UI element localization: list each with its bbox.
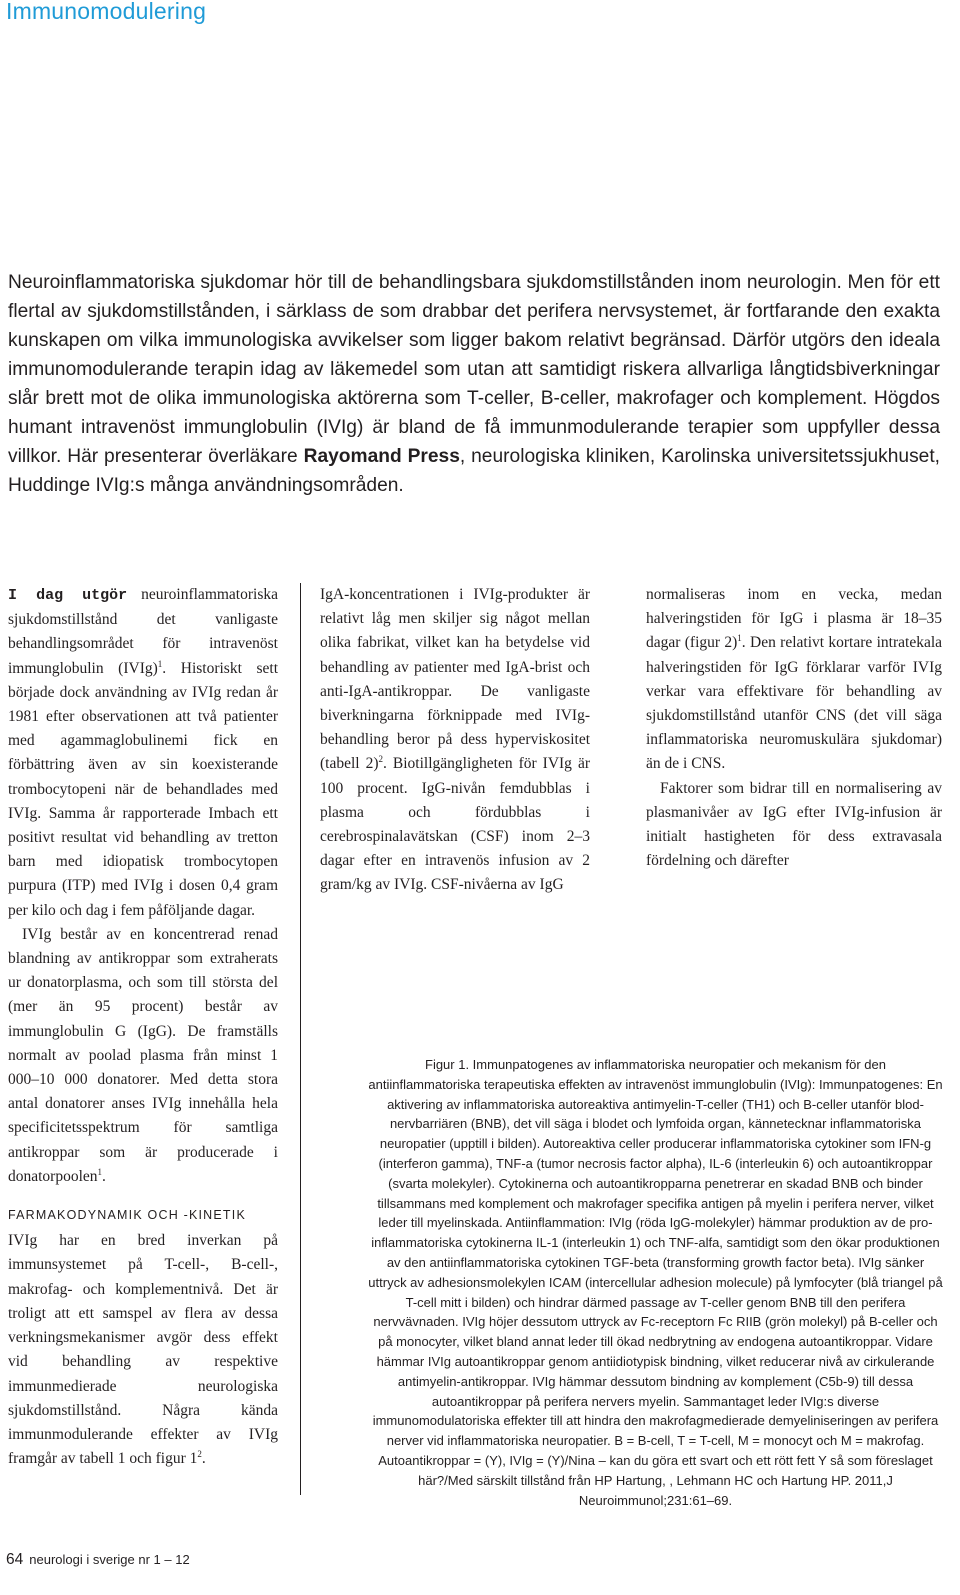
paragraph-text: . xyxy=(102,1167,106,1185)
column3-paragraph-1 xyxy=(646,583,942,777)
paragraph-text: neuroinflammatoriska sjukdomstillstånd det vanligaste behandlingsområdet för intravenöst immunglobulin (IVIg) xyxy=(8,586,278,677)
lead-text: Neuroinflammatoriska sjukdomar hör till de behandlingsbara sjukdomstillstånden inom neurologin. Men för ett flertal av sjukdomstillstånden, i särklass de som drabbar det perifera nervsystemet, är fortfarande den exakta kunskapen om vilka immunologiska avvikelser som ligger bakom relativt begränsad. Därför utgörs den ideala immunomodulerande terapin idag av läkemedel som utan att samtidigt riskera allvarliga långtidsbiverkningar slår brett mot de olika immunologiska aktörerna som T-celler, B-celler, makrofager och komplement. Högdos humant intravenöst immunglobulin (IVIg) är bland de få immunmodulerande terapier som uppfyller dessa villkor. Här presenterar överläkare xyxy=(8,272,940,467)
article-column-3 xyxy=(646,583,942,873)
lead-paragraph xyxy=(8,268,940,500)
page-number: 64 xyxy=(6,1551,24,1568)
reference-marker: 1 xyxy=(737,633,742,644)
paragraph-text: . Historiskt sett började dock användning av IVIg redan år 1981 efter observationen att två patienter med agammaglobulinemi fick en förbättring även av sin koexisterande trombocytopeni när de behandlades med IVIg. Samma år rapporterade Imbach ett positivt resultat vid behandling av tretton barn med idiopatisk trombocytopen purpura (ITP) med IVIg i dosen 0,4 gram per kilo och dag i fem påföljande dagar. xyxy=(8,659,279,919)
paragraph-text: IVIg består av en koncentrerad renad blandning av antikroppar som extraherats ur donatorplasma, och som till största del (mer än 95 procent) består av immunglobulin G (IgG). De framställs normalt av poolad plasma från minst 1 000–10 000 donatorer. Med detta stora antal donatorer anses IVIg innehålla hela specificitetsspektrum för samtliga antikroppar som är producerade i donatorpoolen xyxy=(8,925,278,1185)
paragraph-text: . xyxy=(201,1450,206,1468)
paragraph-text: . Den relativt kortare intratekala halveringstiden för IgG förklarar varför IVIg verkar vara effektivare för behandling av sjukdomstillstånd utanför CNS (det vill säga inflammatoriska neuromuskulära sjukdomar) än de i CNS. xyxy=(646,634,943,773)
lead-text-end: , neurologiska kliniken, Karolinska universitetssjukhuset, Huddinge IVIg:s många användningsområden. xyxy=(8,446,941,496)
column1-paragraph-1 xyxy=(8,583,278,923)
figure-caption: Figur 1. Immunpatogenes av inflammatoriska neuropatier och mekanism för den antiinflammatoriska terapeutiska effekten av intravenöst immunglobulin (IVIg): Immunpatogenes: En aktivering av inflammatoriska autoreaktiva antimyelin-T-celler (TH1) och B-celler utanför blod-nervbarriären (BNB), det vill säga i blodet och lymfoida organ, kännetecknar inflammatoriska neuropatier (upptill i bilden). Autoreaktiva celler producerar inflammatoriska cytokiner som IFN-g (interferon gamma), TNF-a (tumor necrosis factor alpha), IL-6 (interleukin 6) och autoantikroppar (svarta molekyler). Cytokinerna och autoantikropparna penetrerar en skadad BNB och binder tillsammans med komplement och makrofager specifika antigen på myelin i perifera nerver, vilket leder till myelinskada. Antiinflammation: IVIg (röda IgG-molekyler) hämmar produktion av de pro-inflammatoriska cytokinerna IL-1 (interleukin 1) och TNF-alfa, samtidigt som den ökar produktionen av den antiinflammatoriska cytokinen TGF-beta (transforming growth factor beta). IVIg sänker uttryck av adhesionsmolekylen ICAM (intercellular adhesion molecule) på lymfocyter (blå triangel på T-cell mitt i bilden) och hindrar därmed passage av T-celler genom BNB till den perifera nervvävnaden. IVIg höjer dessutom uttryck av Fc-receptorn Fc RIIB (grön molekyl) på B-celler och på monocyter, vilket bland annat leder till ökad nedbrytning av endogena autoantikroppar. Vidare hämmar IVIg autoantikroppar genom antiidiotypisk bindning, vilket reducerar nivå av cirkulerande antimyelin-antikroppar. IVIg hämmar dessutom bindning av komplement (C5b-9) till dessa autoantikroppar på perifera nervers myelin. Sammantaget leder IVIg:s diverse immunomodulatoriska effekter till att hindra den makrofagmedierade demyeliniseringen av perifera nerver vid inflammatoriska neuropatier. B = B-cell, T = T-cell, M = monocyt och M = makrofag. Autoantikroppar = (Y), IVIg = (Y)/Nina – kan du göra ett svart och ett rött fett Y så som föreslaget här?/Med särskilt tillstånd från HP Hartung, , Lehmann HC och Hartung HP. 2011,J Neuroimmunol;231:61–69. xyxy=(368,1057,943,1508)
column-divider xyxy=(300,583,301,1495)
subheading: FARMAKODYNAMIK OCH -KINETIK xyxy=(8,1208,246,1223)
article-column-1 xyxy=(8,583,278,1471)
paragraph-text: normaliseras inom en vecka, medan halveringstiden för IgG i plasma är 18–35 dagar (figur 2) xyxy=(646,586,942,652)
reference-marker: 2 xyxy=(378,754,384,765)
paragraph-text: IVIg har en bred inverkan på immunsystemet på T-cell-, B-cell-, makrofag- och komplementnivå. Det är troligt att ett samspel av flera av dessa verkningsmekanismer avgör dess effekt vid behandling av respektive immunmedierade neurologiska sjukdomstillstånd. Några kända immunmodulerande effekter av IVIg framgår av tabell 1 och figur 1 xyxy=(8,1232,278,1468)
reference-marker: 2 xyxy=(197,1448,202,1459)
author-name: Rayomand Press xyxy=(303,446,460,467)
page-footer xyxy=(6,1551,190,1569)
lead-in: I dag utgör xyxy=(8,587,128,604)
column1-paragraph-3 xyxy=(8,1229,278,1471)
column3-paragraph-2: Faktorer som bidrar till en normalisering av plasmanivåer av IgG efter IVIg-infusion är initialt hastigheten för dess extravasala fördelning och därefter xyxy=(646,779,942,870)
publication-name: neurologi i sverige nr 1 – 12 xyxy=(29,1552,190,1567)
reference-marker: 1 xyxy=(157,658,163,669)
section-title: Immunomodulering xyxy=(6,0,207,24)
paragraph-text: . Biotillgängligheten för IVIg är 100 procent. IgG-nivån femdubblas i plasma och fördubblas i cerebrospinalavätskan (CSF) inom 2–3 dagar efter en intravenös infusion av 2 gram/kg av IVIg. CSF-nivåerna av IgG xyxy=(320,755,590,894)
column2-paragraph-1 xyxy=(320,583,590,898)
article-column-2 xyxy=(320,583,590,898)
reference-marker: 1 xyxy=(97,1166,103,1177)
column1-paragraph-2 xyxy=(8,923,278,1189)
paragraph-text: IgA-koncentrationen i IVIg-produkter är relativt låg men skiljer sig något mellan olika fabrikat, vilket kan ha betydelse vid behandling av patienter med IgA-brist och anti-IgA-antikroppar. De vanligaste biverkningarna förknippade med IVIg-behandling beror på dess hyperviskositet (tabell 2) xyxy=(320,586,590,773)
